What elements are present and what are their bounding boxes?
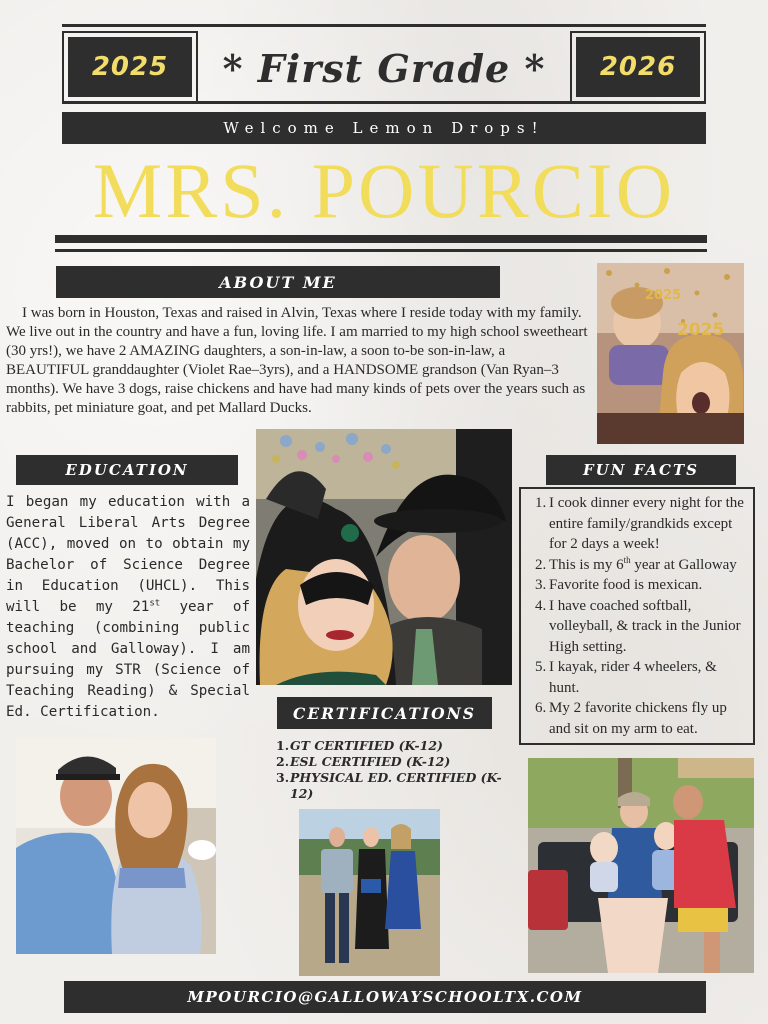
fun-facts-box	[519, 487, 755, 745]
fun-fact-number: 5.	[535, 659, 547, 675]
certification-number: 3.	[276, 770, 290, 785]
header-top-rule	[62, 24, 706, 27]
photo-couple-masquerade	[256, 429, 512, 685]
fun-fact-text: Favorite food is mexican.	[549, 577, 703, 593]
certification-text: PHYSICAL ED. CERTIFIED (K-12)	[290, 770, 502, 801]
certification-text: ESL CERTIFIED (K-12)	[290, 754, 451, 769]
photo-2025-text-right: 2025	[677, 320, 725, 340]
education-ordinal: st	[149, 598, 161, 609]
name-underline-thin	[55, 249, 707, 252]
photo-2025-text-left: 2025	[645, 288, 682, 303]
certification-number: 2.	[276, 754, 290, 769]
teacher-name: MRS. POURCIO	[92, 147, 676, 234]
fun-facts-list	[535, 493, 749, 739]
certifications-heading: CERTIFICATIONS	[277, 697, 492, 729]
certification-number: 1.	[276, 738, 290, 753]
fun-fact-number: 1.	[535, 495, 547, 511]
fun-fact-text: I cook dinner every night for the entire family/grandkids except for 2 days a week!	[549, 495, 744, 552]
photo-family-porch	[528, 758, 754, 973]
year-start: 2025	[68, 37, 192, 97]
certification-item	[276, 754, 506, 770]
year-end-box	[570, 31, 706, 103]
fun-fact-text: This is my 6	[549, 556, 624, 573]
fun-fact-item	[535, 493, 749, 555]
about-body: I was born in Houston, Texas and raised in Alvin, Texas where I reside today with my family. We live out in the country and have a fun, loving life. I am married to my high school sweetheart (30 yrs!), we have 2 AMAZING daughters, a son-in-law, a soon to-be son-in-law, a BEAUTIFUL granddaughter (Violet Rae–3yrs), and a HANDSOME grandson (Van Ryan–3 months). We have 3 dogs, raise chickens and have had many kinds of pets over the years such as rabbits, pet miniature goat, and pet Mallard Ducks.	[6, 305, 588, 416]
year-end: 2026	[576, 37, 700, 97]
fun-fact-item	[535, 555, 749, 576]
year-start-box	[62, 31, 198, 103]
photo-graduation-family	[299, 809, 440, 976]
education-body-text: I began my education with a General Liberal Arts Degree (ACC), moved on to obtain my Bachelor of Science Degree in Education (UHCL). This will be my 21	[6, 494, 250, 615]
education-heading: EDUCATION	[16, 455, 238, 485]
fun-fact-number: 6.	[535, 700, 547, 716]
name-underline-thick	[55, 235, 707, 243]
fun-fact-text-cont: year at Galloway	[630, 556, 737, 573]
fun-fact-item	[535, 575, 749, 596]
about-heading: ABOUT ME	[56, 266, 500, 298]
fun-fact-number: 4.	[535, 597, 547, 614]
fun-fact-item	[535, 657, 749, 698]
fun-fact-number: 3.	[535, 577, 547, 593]
certifications-list	[276, 738, 506, 802]
contact-email[interactable]: MPOURCIO@GALLOWAYSCHOOLTX.COM	[64, 981, 706, 1013]
fun-fact-item	[535, 596, 749, 658]
fun-fact-text: I have coached softball, volleyball, & track in the Junior High setting.	[549, 597, 741, 655]
photo-young-couple	[16, 738, 216, 954]
fun-fact-text: I kayak, rider 4 wheelers, & hunt.	[549, 659, 717, 696]
certification-text: GT CERTIFIED (K-12)	[290, 738, 443, 753]
welcome-banner: Welcome Lemon Drops!	[62, 112, 706, 144]
certification-item	[276, 770, 506, 802]
fun-fact-text: My 2 favorite chickens fly up and sit on my arm to eat.	[549, 700, 727, 737]
fun-fact-item	[535, 698, 749, 739]
education-body-text-cont: year of teaching (combining public school and Galloway). I am pursuing my STR (Science of Teaching Reading) & Special Ed. Certification.	[6, 599, 250, 720]
photo-selfie-2025	[597, 263, 744, 444]
fun-facts-heading: FUN FACTS	[546, 455, 736, 485]
fun-fact-ordinal: th	[623, 554, 631, 565]
certification-item	[276, 738, 506, 754]
fun-fact-number: 2.	[535, 556, 547, 573]
education-body	[6, 492, 250, 723]
grade-title: * First Grade *	[222, 45, 546, 91]
